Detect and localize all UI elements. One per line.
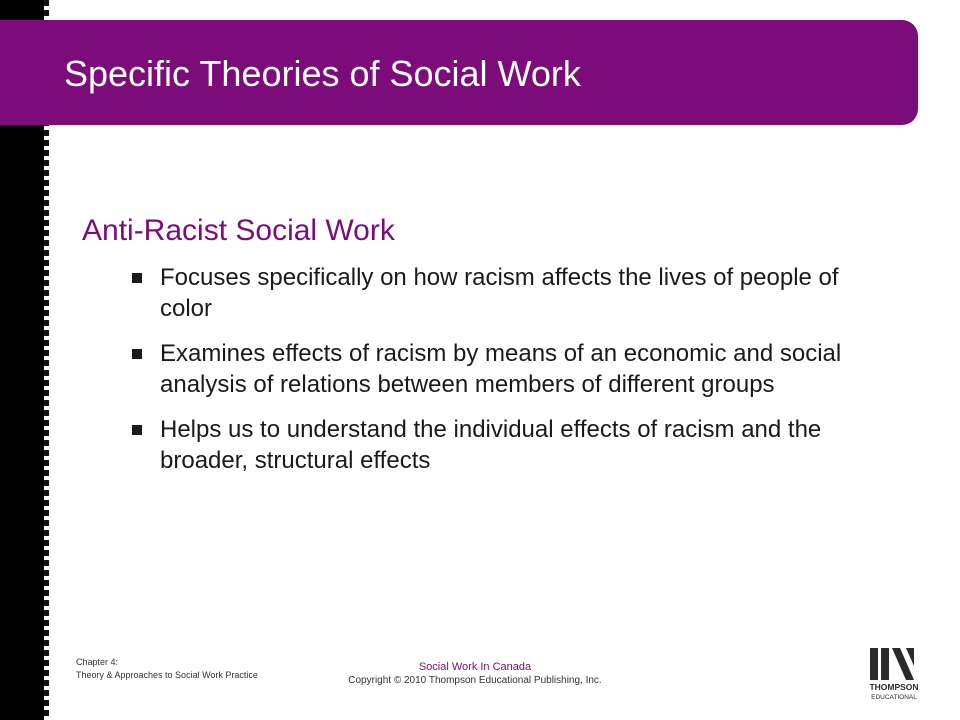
square-bullet-icon xyxy=(132,349,142,359)
bullet-text: Examines effects of racism by means of an economic and social analysis of relations between members of different groups xyxy=(160,340,842,398)
bullet-item xyxy=(130,414,890,476)
footer-publication-info xyxy=(330,660,620,688)
footer-chapter: Chapter 4: xyxy=(76,657,119,667)
footer-copyright: Copyright © 2010 Thompson Educational Publishing, Inc. xyxy=(348,675,602,686)
square-bullet-icon xyxy=(132,273,142,283)
footer-chapter-title: Theory & Approaches to Social Work Practice xyxy=(76,670,258,680)
logo-line2: EDUCATIONAL xyxy=(871,694,917,701)
bullet-text: Helps us to understand the individual effects of racism and the broader, structural effects xyxy=(160,416,822,474)
square-bullet-icon xyxy=(132,425,142,435)
bullet-text: Focuses specifically on how racism affects the lives of people of color xyxy=(160,264,839,322)
bullet-item xyxy=(130,338,890,400)
footer-book-title: Social Work In Canada xyxy=(418,661,532,673)
bullet-item xyxy=(130,262,890,324)
bullet-list xyxy=(130,262,890,490)
footer-chapter-info xyxy=(76,656,258,682)
slide-title: Specific Theories of Social Work xyxy=(64,53,581,94)
section-subheading: Anti-Racist Social Work xyxy=(82,214,395,247)
logo-line1: THOMPSON xyxy=(869,682,919,692)
thompson-educational-logo xyxy=(868,646,920,702)
